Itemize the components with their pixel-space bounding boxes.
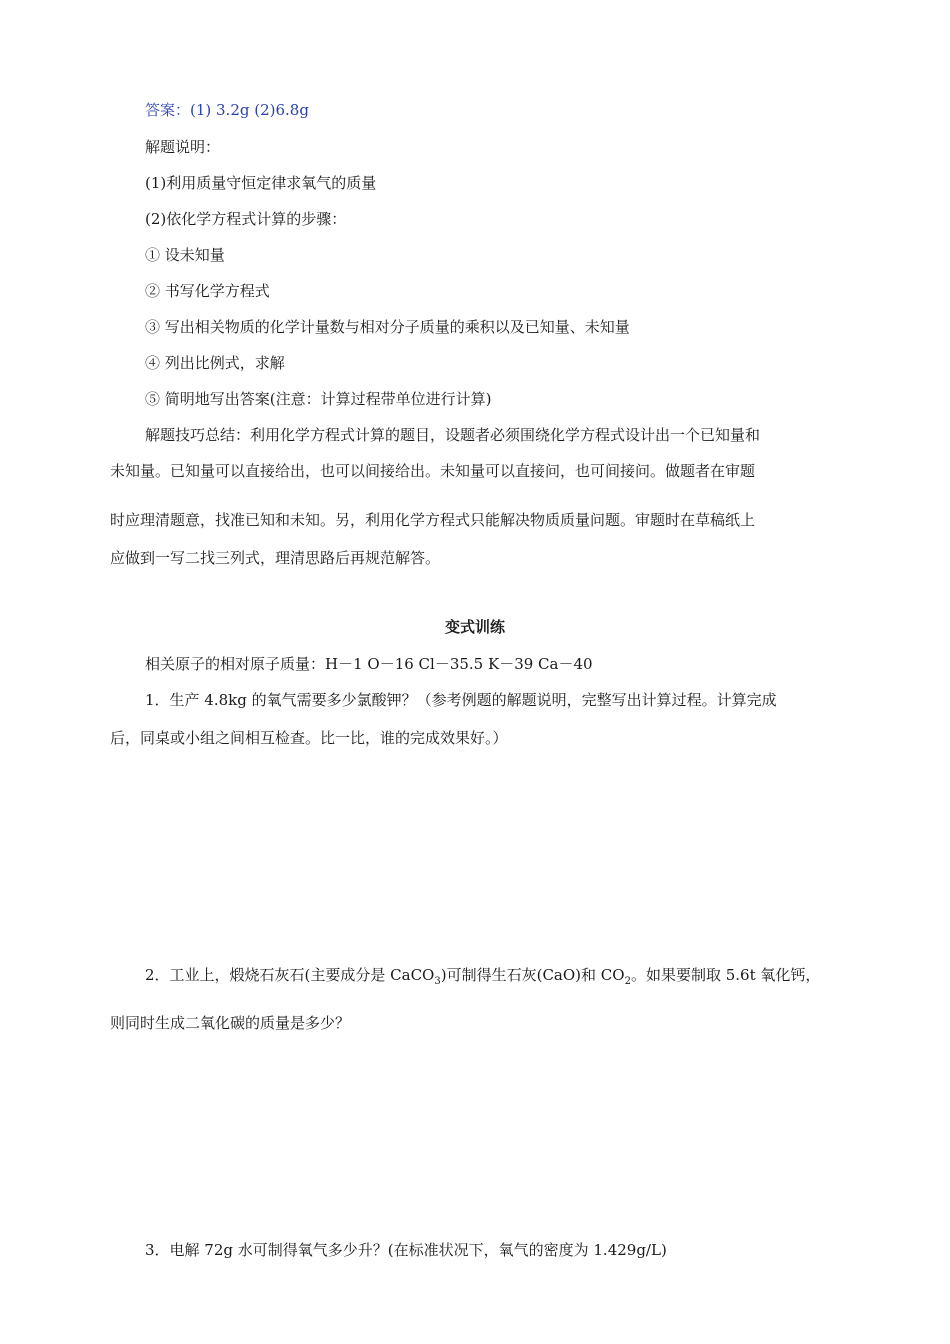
question-1-line-1: 1．生产 4.8kg 的氧气需要多少氯酸钾？（参考例题的解题说明，完整写出计算过程。计算完成 — [145, 691, 777, 709]
step-4: ④ 列出比例式，求解 — [145, 354, 285, 372]
q2-subscript-3: 3 — [434, 976, 441, 987]
step-2: ② 书写化学方程式 — [145, 282, 270, 300]
answer-line: 答案：(1) 3.2g (2)6.8g — [145, 101, 309, 119]
question-2-line-2: 则同时生成二氧化碳的质量是多少？ — [110, 1014, 351, 1032]
q2-text-a: 2．工业上，煅烧石灰石(主要成分是 CaCO — [145, 966, 435, 984]
q2-subscript-2: 2 — [624, 976, 631, 987]
tips-line-3: 时应理清题意，找准已知和未知。另，利用化学方程式只能解决物质质量问题。审题时在草稿纸上 — [110, 511, 756, 529]
question-1-line-2: 后，同桌或小组之间相互检查。比一比，谁的完成效果好。） — [110, 729, 508, 747]
step-3: ③ 写出相关物质的化学计量数与相对分子质量的乘积以及已知量、未知量 — [145, 318, 630, 336]
explanation-heading: 解题说明： — [145, 138, 221, 156]
question-3-line-1: 3．电解 72g 水可制得氧气多少升？(在标准状况下，氧气的密度为 1.429g/L) — [145, 1241, 667, 1259]
question-2-line-1 — [145, 965, 820, 985]
tips-line-4: 应做到一写二找三列式，理清思路后再规范解答。 — [110, 549, 441, 567]
tips-line-1: 解题技巧总结：利用化学方程式计算的题目，设题者必须围绕化学方程式设计出一个已知量和 — [145, 426, 761, 444]
step-5: ⑤ 简明地写出答案(注意：计算过程带单位进行计算) — [145, 390, 492, 408]
section-title: 变式训练 — [444, 618, 505, 636]
explanation-item-1: (1)利用质量守恒定律求氧气的质量 — [145, 174, 377, 192]
atomic-masses: 相关原子的相对原子质量：H－1 O－16 Cl－35.5 K－39 Ca－40 — [145, 655, 593, 673]
explanation-item-2: (2)依化学方程式计算的步骤： — [145, 210, 347, 228]
q2-text-b: )可制得生石灰(CaO)和 CO — [440, 966, 625, 984]
q2-text-c: 。如果要制取 5.6t 氧化钙， — [630, 966, 821, 984]
tips-line-2: 未知量。已知量可以直接给出，也可以间接给出。未知量可以直接问，也可间接问。做题者在审题 — [110, 462, 756, 480]
step-1: ① 设未知量 — [145, 246, 225, 264]
